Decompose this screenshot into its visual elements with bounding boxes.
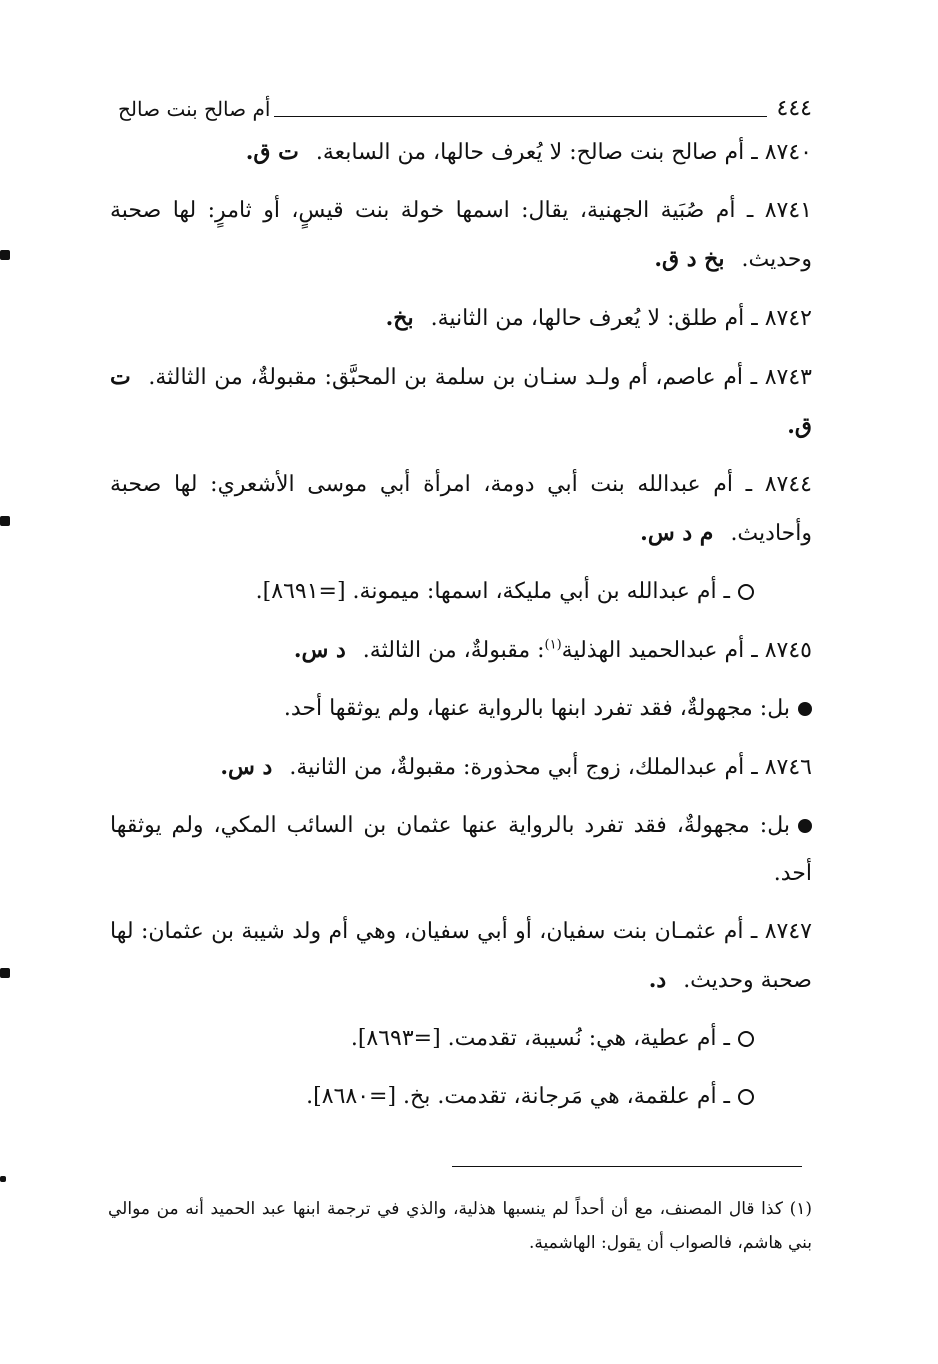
entry-codes: ت ق. [110,364,812,439]
entry-number: ٨٧٤٦ ـ [751,755,812,780]
footnote-separator [452,1166,802,1167]
entry-codes: د س. [220,754,273,780]
footnote-marker[interactable]: (١) [544,637,562,653]
entry-number: ٨٧٤٤ ـ [745,472,812,497]
entry-text: أم عثمـان بنت سفيان، أو أبي سفيان، وهي أم ولد شيبة بن عثمان: لها صحبة وحديث. [110,919,812,993]
entry-8746 [110,743,812,792]
entry-8745 [110,626,812,675]
page-number: ٤٤٤ [776,96,812,121]
editor-note [110,802,812,898]
header-rule [274,116,766,117]
scan-edge-mark [0,516,10,526]
entry-codes: د س. [293,637,346,663]
editor-note-text: بل: مجهولةٌ، فقد تفرد ابنها بالرواية عنها، ولم يوثقها أحد. [283,696,790,721]
cross-reference-text: ـ أم عبدالله بن أبي مليكة، اسمها: ميمونة. [=٨٦٩١]. [255,579,730,604]
entry-number: ٨٧٤٧ ـ [750,919,812,944]
scan-edge-mark [0,250,10,260]
entry-number: ٨٧٤٥ ـ [751,638,812,663]
entry-text: أم عبدالحميد الهذلية [561,638,745,663]
hollow-circle-icon [738,1031,754,1047]
entry-codes: بخ. [385,305,414,331]
entry-number: ٨٧٤٠ ـ [751,140,812,165]
entry-text: أم عبدالملك، زوج أبي محذورة: مقبولةٌ، من الثانية. [289,755,745,780]
page-body [110,128,812,1131]
footnote-number: (١) [789,1199,812,1219]
editor-note [110,685,812,733]
cross-reference [110,1073,812,1121]
entry-text: أم طلق: لا يُعرف حالها، من الثانية. [430,306,745,331]
footnote-text: كذا قال المصنف، مع أن أحداً لم ينسبها هذلية، والذي في ترجمة ابنها عبد الحميد أنه من موالي بني هاشم، فالصواب أن يقول: الهاشمية. [108,1199,812,1253]
entry-text: أم صالح بنت صالح: لا يُعرف حالها، من السابعة. [315,140,745,165]
cross-reference-text: ـ أم علقمة، هي مَرجانة، تقدمت. بخ. [=٨٦٨٠]. [306,1084,730,1109]
entry-text-continued: : مقبولةٌ، من الثالثة. [362,638,545,663]
editor-note-text: بل: مجهولةٌ، فقد تفرد بالرواية عنها عثمان بن السائب المكي، ولم يوثقها أحد. [110,813,812,886]
entry-8741 [110,187,812,284]
entry-number: ٨٧٤١ ـ [746,198,812,223]
entry-8742 [110,294,812,343]
entry-codes: ت ق. [245,139,299,165]
cross-reference-text: ـ أم عطية، هي: نُسيبة، تقدمت. [=٨٦٩٣]. [350,1026,730,1051]
entry-8740 [110,128,812,177]
entry-text: أم عاصم، أم ولـد سنـان بن سلمة بن المحبَّق: مقبولةٌ، من الثالثة. [148,365,744,390]
cross-reference [110,1015,812,1063]
entry-codes: بخ د ق. [654,246,725,272]
scan-edge-mark [0,968,10,978]
entry-text: أم صُبَية الجهنية، يقال: اسمها خولة بنت قيسٍ، أو ثامرٍ: لها صحبة وحديث. [110,198,812,272]
footnote [108,1192,812,1260]
hollow-circle-icon [738,584,754,600]
entry-codes: م د س. [640,520,714,546]
cross-reference [110,568,812,616]
entry-8743 [110,353,812,451]
entry-number: ٨٧٤٢ ـ [751,306,812,331]
hollow-circle-icon [738,1089,754,1105]
page-header [118,86,812,122]
entry-codes: د. [648,967,667,993]
scan-edge-mark [0,1176,6,1182]
entry-8744 [110,461,812,558]
entry-text: أم عبدالله بنت أبي دومة، امرأة أبي موسى الأشعري: لها صحبة وأحاديث. [110,472,812,546]
entry-8747 [110,908,812,1005]
running-title: أم صالح بنت صالح [118,97,271,121]
filled-circle-icon [798,819,812,833]
entry-number: ٨٧٤٣ ـ [750,365,812,390]
filled-circle-icon [798,702,812,716]
